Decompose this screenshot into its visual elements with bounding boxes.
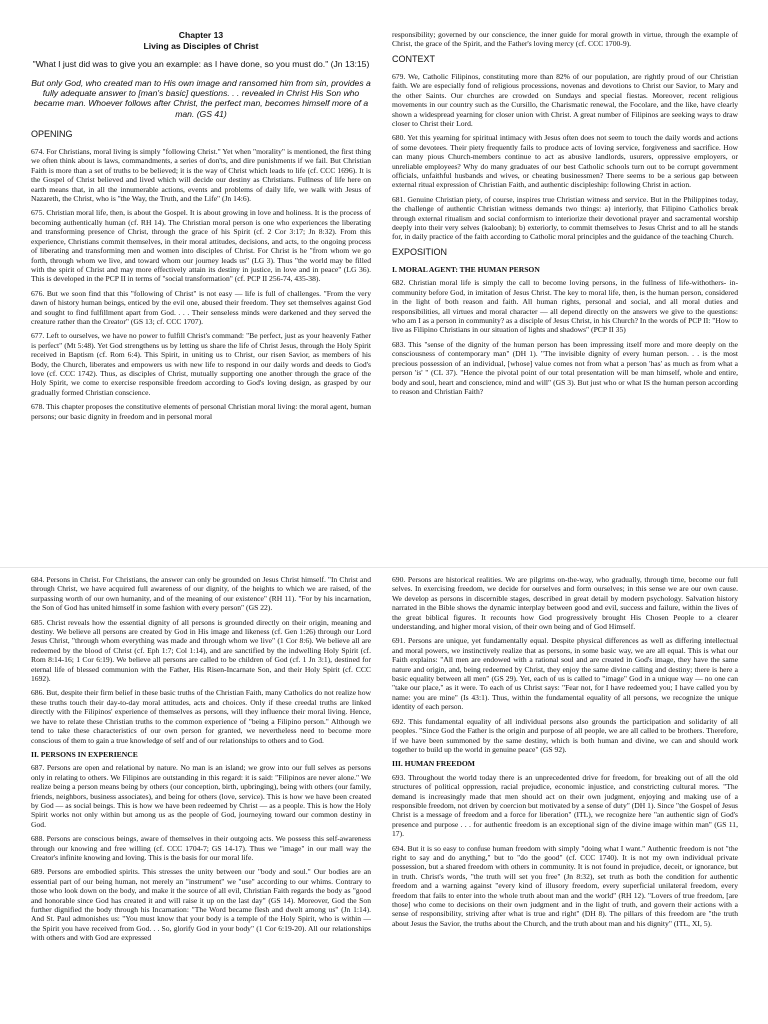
paragraph-674: 674. For Christians, moral living is simply "following Christ." Yet when "morality" is mentioned, the first thing we often think about is laws, commandments, a series of don'ts, and dire punishments if we fail. But Christian Faith is more than a set of truths to be believed; it is the way of Christ which leads to life (cf. CCC 1696). It is the Gospel of Christ believed and lived which will decide our destiny as Christians. Fullness of life here on earth means that, in all the innumerable actions, events and problems of daily life, we walk with Jesus of Nazareth, the Christ, who is "the Way, the Truth, and the Life" (Jn 14:6).	[31, 147, 371, 204]
paragraph-678: 678. This chapter proposes the constitutive elements of personal Christian moral living: the moral agent, human persons; our basic dignity in freedom and in personal moral	[31, 402, 371, 421]
section-heading-opening: OPENING	[31, 128, 73, 139]
subheading-moral-agent: I. MORAL AGENT: THE HUMAN PERSON	[392, 265, 540, 275]
paragraph-683: 683. This "sense of the dignity of the human person has been impressing itself more and more deeply on the consciousness of contemporary man" (DH 1). "The invisible dignity of every human person. . . is the most precious possession of an individual, [whose] value comes not from what a person 'has' as much as from what a person 'is' " (CL 37). "Hence the pivotal point of our total presentation will be man himself, whole and entire, body and soul, heart and conscience, mind and will" (GS 3). But just who or what IS the human person according to reason and Christian Faith?	[392, 339, 738, 396]
chapter-title: Living as Disciples of Christ	[143, 40, 259, 51]
subheading-persons-experience: II. PERSONS IN EXPERIENCE	[31, 749, 138, 759]
paragraph-694: 694. But it is so easy to confuse human freedom with simply "doing what I want." Authentic freedom is not "the right to say and do anything," but to "do the good" (cf. CCC 1740). It is not my own individual private possession, but a shared freedom with others in community. It is not found in prejudice, deceit, or ignorance, but in truth. Christ's words, "the truth will set you free" (Jn 8:32), set truth as both the condition for authentic freedom and a warning against "every kind of illusory freedom, every superficial unilateral freedom, every freedom that fails to enter into the whole truth about man and the world" (RH 12). "Lovers of true freedom, [are those] who come to decisions on their own judgment and in the light of truth, and govern their actions with a sense of responsibility, striving after what is true and right" (DH 8). The pillars of this freedom are "the truth about Jesus the Savior, the truths about the Church, and the truth about man and his dignity" (ITL, XI, 5).	[392, 843, 738, 928]
paragraph-681: 681. Genuine Christian piety, of course, inspires true Christian witness and service. But in the Philippines today, the challenge of authentic Christian witness demands two things: a) interiorly, that Filipino Catholics break through external ritualism and social conformism to interiorize their devotional prayer and sacramental worship deeply into their very selves (kalooban); b) exteriorly, to commit themselves to Jesus Christ and to all he stands for, in daily practice of the faith according to Catholic moral principles and the guidance of the teaching Church.	[392, 194, 738, 242]
paragraph-680: 680. Yet this yearning for spiritual intimacy with Jesus often does not seem to touch the daily words and actions of some devotees. Their piety frequently fails to produce acts of loving service, forgiveness and sacrifice. How can many pious Church-members continue to act as abusive landlords, usurers, oppressive employers, or unreliable employees? Why do many graduates of our best Catholic schools turn out to be corrupt government officials, unfaithful husbands and wives, or cheating businessmen? There seems to be a serious gap between external ritual expression of Christian Faith, and authentic discipleship: following Christ in action.	[392, 133, 738, 190]
paragraph-686: 686. But, despite their firm belief in these basic truths of the Christian Faith, many Catholics do not realize how these truths touch their day-to-day moral attitudes, acts and choices. Only if these creedal truths are linked directly with the Filipinos' experience of themselves as persons, will they influence their moral living. Hence, we have to relate these Christian truths to the common experience of "being a Filipino person." Although we tend to take these characteristics of our own person for granted, we nevertheless need to become more conscious of them to gain a true knowledge of self and of our relationships to others and to God.	[31, 688, 371, 745]
paragraph-679: 679. We, Catholic Filipinos, constituting more than 82% of our population, are rightly proud of our Christian faith. We are especially fond of religious processions, novenas and devotions to Christ our Savior, to Mary and the other Saints. Our churches are crowded on Sundays and special fiestas. Moreover, recent religious movements in our country such as the Cursillo, the Charismatic renewal, the Focolare, and the like, have clearly shown a widespread yearning for closer union with Christ. A great number of Filipinos are seeking ways to draw closer to Christ their Lord.	[392, 71, 738, 128]
paragraph-693: 693. Throughout the world today there is an unprecedented drive for freedom, for breaking out of all the old structures of political oppression, racial prejudice, economic injustice, and constricting cultural mores. "The demand is increasingly made that men should act on their own judgment, enjoying and making use of a responsible freedom, not driven by coercion but motivated by a sense of duty" (DH 1). Since "the Gospel of Jesus Christ is a message of freedom and a force for liberation" (ITL), we recognize here "an authentic sign of God's presence and purpose . . . for authentic freedom is an exceptional sign of the divine image within man" (GS 11, 17).	[392, 772, 738, 839]
paragraph-690: 690. Persons are historical realities. We are pilgrims on-the-way, who gradually, through time, become our full selves. In exercising freedom, we decide for ourselves and form ourselves; in this sense we are our own cause. We develop as persons in discernible stages, described in great detail by modern psychology. Salvation history narrated in the Bible shows the dynamic interplay between good and evil, success and failure, within the lives of the great biblical figures. It recounts how God progressively brought His Chosen People to a clearer understanding, and higher moral vision, of their own being and of God Himself.	[392, 575, 738, 632]
epigraph-quote: "What I just did was to give you an example: as I have done, so you must do." (Jn 13:15)	[32, 59, 370, 70]
paragraph-682: 682. Christian moral life is simply the call to become loving persons, in the fullness of life-withothers- in-community before God, in imitation of Jesus Christ. The key to moral life, then, is the human person, considered in the light of both reason and faith. All human rights, personal and social, and all moral duties and responsibilities, all virtues and moral character — all depend directly on the answers we give to the questions: who am I as a person in community? as a disciple of Jesus Christ, in his Church? In the words of PCP II: "How to live as Filipino Christians in our situation of lights and shadows" (PCP II 35)	[392, 278, 738, 335]
epigraph-gs41: But only God, who created man to His own image and ransomed him from sin, provides a fully adequate answer to [man's basic] questions. . . revealed in Christ His Son who became man. Whoever follows after Christ, the perfect man, becomes himself more of a man. (GS 41)	[31, 77, 371, 119]
paragraph-685: 685. Christ reveals how the essential dignity of all persons is grounded directly on their origin, meaning and destiny. We believe all persons are created by God in His image and likeness (cf. Gen 1:26) through our Lord Jesus Christ, "through whom everything was made and through whom we live" (1 Cor 8:6). We believe all are redeemed by the blood of Christ (cf. Eph 1:7; Col 1:14), and are sanctified by the indwelling Holy Spirit (cf. Rom 8:14-16; 1 Cor 6:19). We believe all persons are called to be children of God (cf. 1 Jn 3:1), destined for eternal life of blessed communion with the Father, His Risen-Incarnate Son, and their Holy Spirit (cf. CCC 1692).	[31, 617, 371, 684]
paragraph-684: 684. Persons in Christ. For Christians, the answer can only be grounded on Jesus Christ himself. "In Christ and through Christ, we have acquired full awareness of our dignity, of the heights to which we are raised, of the surpassing worth of our own humanity, and of the meaning of our existence" (RH 11). "For by his incarnation, the Son of God has united himself in some fashion with every person" (GS 22).	[31, 575, 371, 613]
left-column-top	[31, 30, 371, 566]
paragraph-675: 675. Christian moral life, then, is about the Gospel. It is about growing in love and holiness. It is the process of becoming authentically human (cf. RH 14). The Christian moral person is one who experiences the liberating and transforming presence of Christ, through the grace of his Spirit (cf. 2 Cor 3:17; Jn 8:32). From this experience, Christians commit themselves, in their moral attitudes, decisions, and acts, to the ongoing process of liberating and transforming men and women into disciples of Christ. For Christ is he "from whom we go forth, through whom we live, and toward whom our journey leads us" (LG 3). Thus "the world may be filled with the spirit of Christ and may more effectively attain its destiny in justice, in love and in peace" (LG 36). This is developed in the PCP II in terms of "social transformation" (cf. PCP II 256-74, 435-38).	[31, 208, 371, 284]
paragraph-691: 691. Persons are unique, yet fundamentally equal. Despite physical differences as well as differing intellectual and moral powers, we instinctively realize that as persons, in some basic way, we are all equal. This is what our Faith explains: "All men are endowed with a rational soul and are created in God's image, they have the same nature and origin, and, being redeemed by Christ, they enjoy the same divine calling and destiny; there is here a basic equality between all men" (GS 29). Yet, each of us is called to "image" God in a unique way — no one can "take our place," as it were. To each of us Christ says: "Fear not, for I have redeemed you; I have called you by name: you are mine" (Is 43:1). Thus, within the fundamental equality of all persons, we recognize the unique identity of each person.	[392, 636, 738, 712]
paragraph-676: 676. But we soon find that this "following of Christ" is not easy — life is full of challenges. "From the very dawn of history human beings, enticed by the evil one, abused their freedom. They set themselves against God and sought to find fulfillment apart from God. . . . Their senseless minds were darkened and they served the creature rather than the Creator" (GS 13; cf. CCC 1707).	[31, 288, 371, 326]
chapter-number: Chapter 13	[178, 30, 224, 40]
right-column-top	[392, 30, 738, 566]
section-heading-context: CONTEXT	[392, 53, 436, 64]
paragraph-689: 689. Persons are embodied spirits. This stresses the unity between our "body and soul." Our bodies are an essential part of our being human, not merely an "instrument" we "use" according to our whims. Contrary to those who look down on the body, and make it the source of all evil, Christian Faith regards the body as "good and honorable since God has created it and will raise it up on the last day" (GS 14). Moreover, God the Son further dignified the body through his Incarnation: "The Word became flesh and dwelt among us" (Jn 1:14). And St. Paul admonishes us: "You must know that your body is a temple of the Holy Spirit, who is within — the Spirit you have received from God. . . So, glorify God in your body" (1 Cor 6:19-20). All our relationships with others and with God are expressed	[31, 867, 371, 943]
page-divider	[0, 567, 768, 568]
paragraph-692: 692. This fundamental equality of all individual persons also grounds the participation and solidarity of all peoples. "Since God the Father is the origin and purpose of all people, we are all called to be brothers. Therefore, if we have been summoned by the same destiny, which is both human and divine, we can and should work together to build up the world in genuine peace" (GS 92).	[392, 716, 738, 754]
paragraph-678-cont: responsibility; governed by our conscience, the inner guide for moral growth in virtue, through the example of Christ, the grace of the Spirit, and the Father's loving mercy (cf. CCC 1700-9).	[392, 30, 738, 49]
section-heading-exposition: EXPOSITION	[392, 246, 448, 257]
paragraph-688: 688. Persons are conscious beings, aware of themselves in their outgoing acts. We possess this self-awareness through our knowing and free willing (cf. CCC 1704-7; GS 14-17). Thus we "image" in our mall way the Creator's infinite knowing and loving. This is the basis for our moral life.	[31, 834, 371, 862]
right-column-bottom	[392, 575, 738, 1024]
left-column-bottom	[31, 575, 371, 1024]
paragraph-687: 687. Persons are open and relational by nature. No man is an island; we grow into our full selves as persons only in relating to others. We Filipinos are outstanding in this regard: it is said: "Filipinos are never alone." We realize being a person means being by others (our conception, birth, upbringing), being with others (our family, friends, neighbors, business associates), and being for others (love, service). This is how we have been created by God — as social beings. This is how we have been redeemed by Christ — as a people. This is how the Holy Spirit works not only within but among us as the people of God, journeying toward our common destiny in God.	[31, 763, 371, 829]
subheading-human-freedom: III. HUMAN FREEDOM	[392, 759, 475, 769]
paragraph-677: 677. Left to ourselves, we have no power to fulfill Christ's command: "Be perfect, just as your heavenly Father is perfect" (Mt 5:48). Yet God strengthens us by letting us share the life of Christ Jesus, through the Holy Spirit received in Baptism (cf. Rom 6:4). This Spirit, in uniting us to Christ, our risen Savior, as members of his Body, the Church, liberates and empowers us with new life to respond in our daily words and deeds to God's love (cf. CCC 1742). Thus, as disciples of Christ, mutually supporting one another through the grace of the Holy Spirit, we come to exercise responsible freedom according to God's loving design, as grasped by our gradually formed Christian conscience.	[31, 331, 371, 397]
